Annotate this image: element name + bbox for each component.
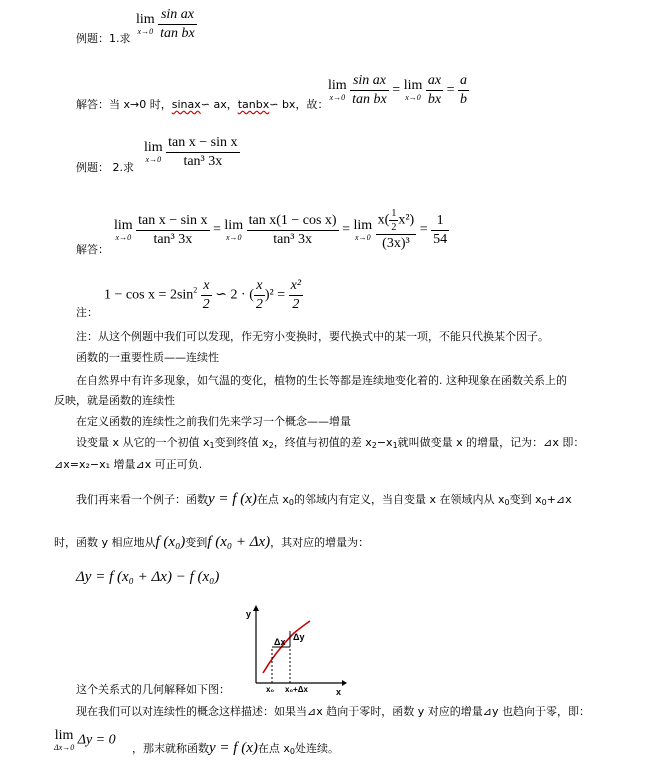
x0-label: x₀ xyxy=(266,685,275,694)
example-intro: 我们再来看一个例子：函数y = f (x)在点 $x_0$的邻域内有定义，当自变量 x 在领域内从 $x_0$变到 $x_0+⊿x$ xyxy=(76,491,572,507)
delta-y-label: Δy xyxy=(293,632,305,642)
note1-label: 注： xyxy=(76,306,98,319)
fraction: $\frac{ax}{bx}$ xyxy=(427,73,442,107)
limit-operator: lim x→0 xyxy=(328,78,347,102)
limit-operator: lim x→0 xyxy=(353,217,373,242)
fraction: $\frac{a}{b}$ xyxy=(459,73,467,107)
fraction: $\frac{\text{sin ax}}{\text{tan bx}}$ xyxy=(352,73,387,107)
limit-operator: lim x→0 xyxy=(144,140,163,164)
x0dx-label: x₀+Δx xyxy=(285,685,308,694)
increment-graph xyxy=(238,603,348,695)
answer1-text: 解答：当 x→0 时，sinax∽ ax，tanbx∽ bx，故： xyxy=(76,98,329,111)
example2-formula xyxy=(144,135,240,170)
answer2-formula: lim x→0 $\frac{\text{tan x − sin x}}{\text{tan³ 3x}}$ = lim x→0 $\frac{\text{tan x(1 − cos x)}}{\text{tan³ 3x}}$ = lim x→0 x( $\frac{1}{2}$ x²) (3x)³ = $\frac{1}{54}$ xyxy=(114,208,448,251)
y-axis-arrow-icon xyxy=(253,605,259,611)
fraction: $\frac{\text{tan x − sin x}}{\text{tan³ 3x}}$ xyxy=(138,212,208,247)
example1-label: 例题：1.求 xyxy=(76,32,131,45)
example2-label: 例题： 2.求 xyxy=(76,161,134,174)
paragraph-3b: ⊿x=x₂−x₁ 增量⊿x 可正可负. xyxy=(54,458,203,471)
limit-operator: lim Δx→0 xyxy=(54,728,75,752)
example1-formula xyxy=(136,7,197,42)
geometry-caption: 这个关系式的几何解释如下图： xyxy=(76,683,230,696)
delta-y-formula: Δy = f (x₀ + Δx) − f (x₀) xyxy=(76,569,220,585)
y-axis-label: y xyxy=(246,609,252,619)
fraction: $\frac{\text{x²}}{2}$ xyxy=(290,278,302,312)
limit-operator: lim x→0 xyxy=(403,78,423,102)
corresponding-text: 时，函数 y 相应地从f (x₀)变到f (x₀ + Δx)，其对应的增量为： xyxy=(54,534,370,550)
note2-text: 注：从这个例题中我们可以发现，作无穷小变换时，要代换式中的某一项，不能只代换某个因子。 xyxy=(76,330,549,343)
continuity-conclusion: ，那末就称函数y = f (x)在点 $x_0$处连续。 xyxy=(132,740,339,756)
answer2-label: 解答： xyxy=(76,243,109,256)
limit-operator: lim x→0 xyxy=(224,217,244,242)
fraction: x( $\frac{1}{2}$ x²) (3x)³ xyxy=(377,208,415,251)
section-heading: 函数的一重要性质——连续性 xyxy=(76,351,219,364)
x-axis-arrow-icon xyxy=(342,680,347,686)
fraction: $\frac{\text{tan x − sin x}}{\text{tan³ 3x}}$ xyxy=(168,135,238,169)
fraction: $\frac{x}{2}$ xyxy=(202,278,210,312)
note1-formula: $1 - \cos x = 2\sin^2$ $\frac{x}{2}$ ∽ 2 · ( $\frac{x}{2}$ )² = $\frac{\text{x²}}{2}$ xyxy=(104,278,302,312)
delta-x-label: Δx xyxy=(274,637,286,647)
x-axis-label: x xyxy=(336,687,342,695)
paragraph-1a: 在自然界中有许多现象，如气温的变化，植物的生长等都是连续地变化着的. 这种现象在函数关系上的 xyxy=(76,374,567,387)
limit-operator: lim x→0 xyxy=(114,217,133,242)
limit-operator: lim x→0 xyxy=(136,12,155,36)
fraction: $\frac{1}{54}$ xyxy=(433,212,448,247)
continuity-limit: lim Δx→0 Δy = 0 xyxy=(54,728,116,752)
paragraph-1b: 反映，就是函数的连续性 xyxy=(54,394,175,407)
answer1-formula: lim x→0 $\frac{\text{sin ax}}{\text{tan bx}}$ = lim x→0 $\frac{ax}{bx}$ = $\frac{a}{b}$ xyxy=(328,73,467,107)
paragraph-2: 在定义函数的连续性之前我们先来学习一个概念——增量 xyxy=(76,415,351,428)
fraction: $\frac{\text{tan x(1 − cos x)}}{\text{tan³ 3x}}$ xyxy=(248,212,337,247)
fraction: $\frac{x}{2}$ xyxy=(255,278,263,312)
fraction: $\frac{\text{sin ax}}{\text{tan bx}}$ xyxy=(160,7,195,41)
paragraph-3a: 设变量 x 从它的一个初值 $x_1$变到终值 $x_2$，终值与初值的差 $x_2-x_1$就叫做变量 x 的增量，记为：⊿x 即： xyxy=(76,436,585,450)
continuity-description: 现在我们可以对连续性的概念这样描述：如果当⊿x 趋向于零时，函数 y 对应的增量⊿y 也趋向于零，即： xyxy=(76,705,590,718)
